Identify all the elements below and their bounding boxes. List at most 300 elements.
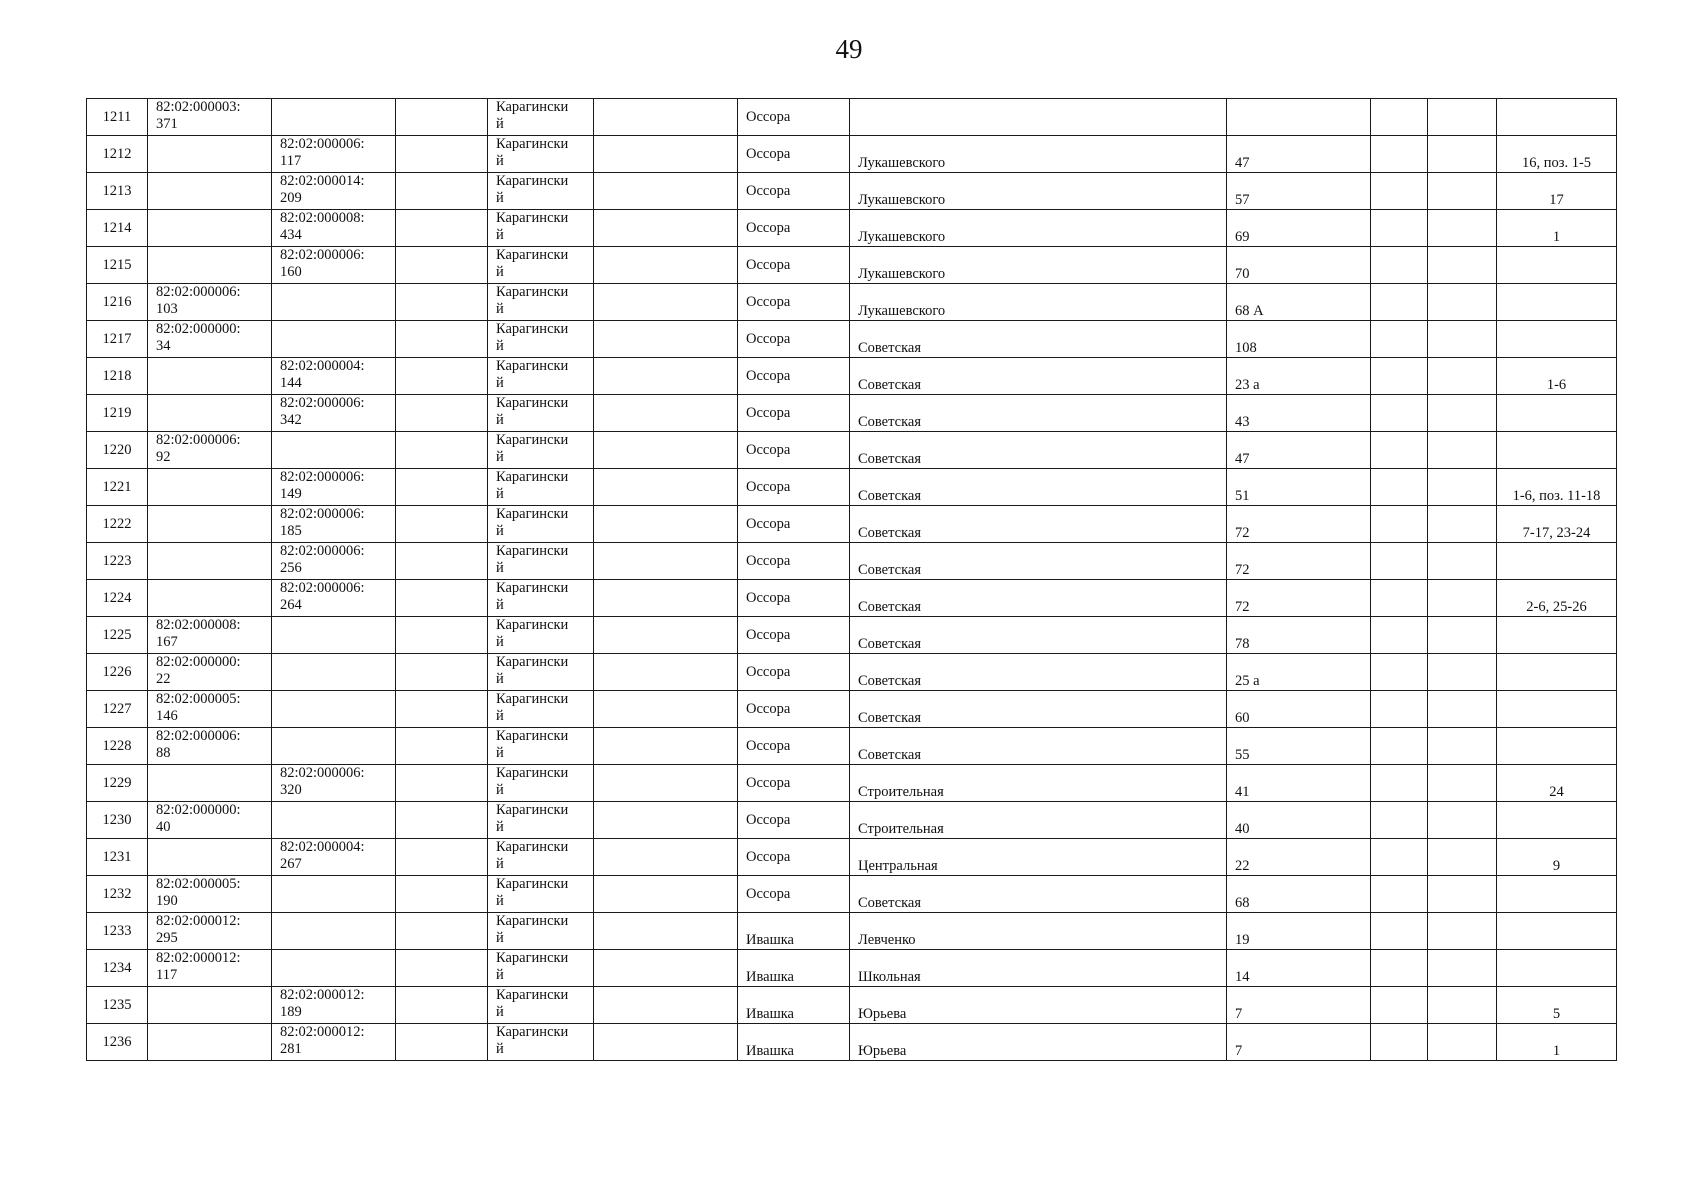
empty-cell [1371,1024,1428,1061]
empty-cell [1428,765,1497,802]
empty-cell [1371,580,1428,617]
house-number-cell: 51 [1227,469,1371,506]
empty-cell [594,247,738,284]
row-number-cell: 1211 [87,99,148,136]
district-cell: Карагински й [488,358,594,395]
premises-number-cell: 1-6, поз. 11-18 [1497,469,1617,506]
house-number-cell: 68 А [1227,284,1371,321]
street-cell: Советская [850,580,1227,617]
empty-cell [396,99,488,136]
empty-cell [1428,876,1497,913]
empty-cell [396,543,488,580]
empty-cell [1428,1024,1497,1061]
empty-cell [396,136,488,173]
premises-number-cell [1497,950,1617,987]
street-cell: Юрьева [850,987,1227,1024]
empty-cell [396,1024,488,1061]
street-cell: Левченко [850,913,1227,950]
table-row [87,173,1617,210]
district-cell: Карагински й [488,432,594,469]
table-row [87,99,1617,136]
cadastral-number-cell: 82:02:000006: 88 [148,728,272,765]
premises-number-cell [1497,395,1617,432]
cadastral-number-cell [148,987,272,1024]
empty-cell [396,654,488,691]
empty-cell [1428,173,1497,210]
empty-cell [396,395,488,432]
settlement-cell: Оссора [738,210,850,247]
settlement-cell: Оссора [738,395,850,432]
cadastral-number-alt-cell [272,802,396,839]
empty-cell [1371,728,1428,765]
empty-cell [1428,654,1497,691]
district-cell: Карагински й [488,99,594,136]
empty-cell [396,469,488,506]
district-cell: Карагински й [488,691,594,728]
table-row [87,987,1617,1024]
settlement-cell: Ивашка [738,913,850,950]
settlement-cell: Оссора [738,617,850,654]
empty-cell [1371,99,1428,136]
row-number-cell: 1223 [87,543,148,580]
premises-number-cell [1497,284,1617,321]
row-number-cell: 1225 [87,617,148,654]
empty-cell [1371,321,1428,358]
empty-cell [396,173,488,210]
district-cell: Карагински й [488,765,594,802]
district-cell: Карагински й [488,950,594,987]
table-row [87,765,1617,802]
table-row [87,432,1617,469]
house-number-cell: 47 [1227,432,1371,469]
street-cell: Советская [850,432,1227,469]
empty-cell [396,765,488,802]
district-cell: Карагински й [488,543,594,580]
cadastral-number-cell [148,543,272,580]
settlement-cell: Оссора [738,321,850,358]
street-cell: Центральная [850,839,1227,876]
table-row [87,617,1617,654]
property-register-table [86,98,1617,1061]
empty-cell [1371,284,1428,321]
cadastral-number-cell: 82:02:000012: 117 [148,950,272,987]
cadastral-number-cell: 82:02:000000: 34 [148,321,272,358]
row-number-cell: 1233 [87,913,148,950]
empty-cell [1371,506,1428,543]
cadastral-number-alt-cell: 82:02:000006: 117 [272,136,396,173]
premises-number-cell [1497,99,1617,136]
premises-number-cell: 1 [1497,210,1617,247]
premises-number-cell: 16, поз. 1-5 [1497,136,1617,173]
table-row [87,802,1617,839]
cadastral-number-alt-cell: 82:02:000004: 144 [272,358,396,395]
empty-cell [1428,543,1497,580]
cadastral-number-alt-cell: 82:02:000006: 256 [272,543,396,580]
street-cell: Лукашевского [850,210,1227,247]
settlement-cell: Оссора [738,136,850,173]
empty-cell [396,284,488,321]
cadastral-number-alt-cell: 82:02:000006: 264 [272,580,396,617]
premises-number-cell [1497,321,1617,358]
district-cell: Карагински й [488,839,594,876]
table-row [87,395,1617,432]
row-number-cell: 1234 [87,950,148,987]
row-number-cell: 1224 [87,580,148,617]
settlement-cell: Оссора [738,691,850,728]
cadastral-number-cell [148,210,272,247]
house-number-cell: 57 [1227,173,1371,210]
cadastral-number-alt-cell: 82:02:000012: 189 [272,987,396,1024]
empty-cell [1371,617,1428,654]
row-number-cell: 1221 [87,469,148,506]
row-number-cell: 1216 [87,284,148,321]
street-cell: Строительная [850,802,1227,839]
house-number-cell [1227,99,1371,136]
table-row [87,506,1617,543]
house-number-cell: 22 [1227,839,1371,876]
street-cell: Советская [850,358,1227,395]
row-number-cell: 1212 [87,136,148,173]
empty-cell [594,580,738,617]
empty-cell [396,728,488,765]
cadastral-number-cell [148,765,272,802]
empty-cell [396,987,488,1024]
settlement-cell: Ивашка [738,1024,850,1061]
district-cell: Карагински й [488,913,594,950]
empty-cell [1371,691,1428,728]
settlement-cell: Оссора [738,876,850,913]
house-number-cell: 68 [1227,876,1371,913]
premises-number-cell [1497,728,1617,765]
empty-cell [594,321,738,358]
table-row [87,210,1617,247]
cadastral-number-alt-cell [272,321,396,358]
house-number-cell: 70 [1227,247,1371,284]
cadastral-number-cell [148,136,272,173]
house-number-cell: 60 [1227,691,1371,728]
empty-cell [594,136,738,173]
empty-cell [1428,506,1497,543]
district-cell: Карагински й [488,580,594,617]
table-row [87,284,1617,321]
premises-number-cell [1497,691,1617,728]
house-number-cell: 72 [1227,543,1371,580]
row-number-cell: 1217 [87,321,148,358]
district-cell: Карагински й [488,617,594,654]
empty-cell [1371,395,1428,432]
district-cell: Карагински й [488,802,594,839]
cadastral-number-alt-cell: 82:02:000012: 281 [272,1024,396,1061]
district-cell: Карагински й [488,469,594,506]
empty-cell [594,654,738,691]
empty-cell [1428,617,1497,654]
empty-cell [1428,691,1497,728]
house-number-cell: 23 а [1227,358,1371,395]
house-number-cell: 7 [1227,1024,1371,1061]
empty-cell [594,395,738,432]
cadastral-number-alt-cell [272,913,396,950]
empty-cell [1371,358,1428,395]
table-row [87,876,1617,913]
settlement-cell: Оссора [738,543,850,580]
empty-cell [594,728,738,765]
empty-cell [594,839,738,876]
district-cell: Карагински й [488,210,594,247]
table-row [87,728,1617,765]
district-cell: Карагински й [488,284,594,321]
table-row [87,469,1617,506]
house-number-cell: 25 а [1227,654,1371,691]
empty-cell [594,876,738,913]
row-number-cell: 1214 [87,210,148,247]
district-cell: Карагински й [488,136,594,173]
empty-cell [594,950,738,987]
district-cell: Карагински й [488,395,594,432]
row-number-cell: 1228 [87,728,148,765]
premises-number-cell: 1-6 [1497,358,1617,395]
empty-cell [396,358,488,395]
empty-cell [594,691,738,728]
empty-cell [1428,913,1497,950]
district-cell: Карагински й [488,506,594,543]
premises-number-cell [1497,802,1617,839]
settlement-cell: Оссора [738,99,850,136]
house-number-cell: 69 [1227,210,1371,247]
row-number-cell: 1213 [87,173,148,210]
empty-cell [1371,469,1428,506]
row-number-cell: 1226 [87,654,148,691]
district-cell: Карагински й [488,987,594,1024]
empty-cell [1428,469,1497,506]
premises-number-cell: 17 [1497,173,1617,210]
cadastral-number-cell [148,580,272,617]
empty-cell [1428,247,1497,284]
street-cell: Лукашевского [850,284,1227,321]
settlement-cell: Оссора [738,765,850,802]
cadastral-number-alt-cell: 82:02:000004: 267 [272,839,396,876]
cadastral-number-cell: 82:02:000000: 40 [148,802,272,839]
table-row [87,136,1617,173]
premises-number-cell [1497,543,1617,580]
street-cell: Советская [850,543,1227,580]
settlement-cell: Оссора [738,839,850,876]
settlement-cell: Оссора [738,654,850,691]
house-number-cell: 41 [1227,765,1371,802]
table-row [87,580,1617,617]
street-cell: Советская [850,395,1227,432]
settlement-cell: Ивашка [738,987,850,1024]
cadastral-number-cell [148,1024,272,1061]
empty-cell [1371,876,1428,913]
row-number-cell: 1229 [87,765,148,802]
empty-cell [594,210,738,247]
cadastral-number-alt-cell [272,950,396,987]
settlement-cell: Оссора [738,284,850,321]
cadastral-number-cell: 82:02:000005: 190 [148,876,272,913]
empty-cell [594,284,738,321]
settlement-cell: Оссора [738,802,850,839]
table-row [87,913,1617,950]
district-cell: Карагински й [488,1024,594,1061]
street-cell: Советская [850,321,1227,358]
empty-cell [1371,432,1428,469]
empty-cell [396,617,488,654]
empty-cell [594,765,738,802]
empty-cell [1428,210,1497,247]
empty-cell [396,580,488,617]
empty-cell [1428,395,1497,432]
row-number-cell: 1219 [87,395,148,432]
table-row [87,691,1617,728]
cadastral-number-alt-cell: 82:02:000006: 149 [272,469,396,506]
cadastral-number-alt-cell [272,617,396,654]
premises-number-cell [1497,247,1617,284]
cadastral-number-alt-cell: 82:02:000006: 320 [272,765,396,802]
empty-cell [396,950,488,987]
empty-cell [1428,284,1497,321]
cadastral-number-alt-cell [272,654,396,691]
premises-number-cell: 7-17, 23-24 [1497,506,1617,543]
cadastral-number-alt-cell [272,876,396,913]
row-number-cell: 1236 [87,1024,148,1061]
table-row [87,358,1617,395]
table-row [87,543,1617,580]
district-cell: Карагински й [488,173,594,210]
cadastral-number-alt-cell: 82:02:000006: 160 [272,247,396,284]
settlement-cell: Оссора [738,728,850,765]
empty-cell [594,802,738,839]
table-row [87,1024,1617,1061]
row-number-cell: 1215 [87,247,148,284]
street-cell: Советская [850,654,1227,691]
table-row [87,950,1617,987]
house-number-cell: 40 [1227,802,1371,839]
cadastral-number-alt-cell: 82:02:000006: 185 [272,506,396,543]
street-cell: Советская [850,506,1227,543]
empty-cell [1371,136,1428,173]
empty-cell [1371,913,1428,950]
house-number-cell: 14 [1227,950,1371,987]
premises-number-cell: 5 [1497,987,1617,1024]
table-row [87,321,1617,358]
row-number-cell: 1231 [87,839,148,876]
empty-cell [396,506,488,543]
row-number-cell: 1218 [87,358,148,395]
empty-cell [396,247,488,284]
house-number-cell: 72 [1227,580,1371,617]
row-number-cell: 1222 [87,506,148,543]
empty-cell [1371,950,1428,987]
empty-cell [1428,136,1497,173]
premises-number-cell [1497,913,1617,950]
premises-number-cell [1497,617,1617,654]
row-number-cell: 1220 [87,432,148,469]
empty-cell [594,432,738,469]
empty-cell [1371,210,1428,247]
house-number-cell: 108 [1227,321,1371,358]
street-cell: Строительная [850,765,1227,802]
house-number-cell: 43 [1227,395,1371,432]
empty-cell [396,432,488,469]
cadastral-number-cell [148,469,272,506]
empty-cell [594,987,738,1024]
table-row [87,839,1617,876]
empty-cell [1371,543,1428,580]
row-number-cell: 1227 [87,691,148,728]
premises-number-cell [1497,654,1617,691]
cadastral-number-alt-cell [272,691,396,728]
cadastral-number-cell: 82:02:000006: 103 [148,284,272,321]
house-number-cell: 19 [1227,913,1371,950]
empty-cell [1371,802,1428,839]
street-cell [850,99,1227,136]
street-cell: Советская [850,876,1227,913]
row-number-cell: 1230 [87,802,148,839]
settlement-cell: Оссора [738,358,850,395]
empty-cell [1428,839,1497,876]
premises-number-cell: 9 [1497,839,1617,876]
page-number: 49 [835,34,863,64]
empty-cell [1371,654,1428,691]
street-cell: Советская [850,617,1227,654]
table-row [87,247,1617,284]
empty-cell [594,469,738,506]
cadastral-number-cell [148,395,272,432]
empty-cell [396,839,488,876]
empty-cell [1428,99,1497,136]
empty-cell [1428,987,1497,1024]
settlement-cell: Оссора [738,580,850,617]
street-cell: Советская [850,469,1227,506]
cadastral-number-cell: 82:02:000000: 22 [148,654,272,691]
empty-cell [594,99,738,136]
street-cell: Лукашевского [850,173,1227,210]
empty-cell [594,506,738,543]
cadastral-number-cell [148,358,272,395]
empty-cell [1371,173,1428,210]
empty-cell [396,321,488,358]
district-cell: Карагински й [488,247,594,284]
settlement-cell: Оссора [738,173,850,210]
house-number-cell: 78 [1227,617,1371,654]
district-cell: Карагински й [488,654,594,691]
empty-cell [594,173,738,210]
house-number-cell: 47 [1227,136,1371,173]
settlement-cell: Оссора [738,432,850,469]
cadastral-number-cell: 82:02:000003: 371 [148,99,272,136]
cadastral-number-cell [148,173,272,210]
empty-cell [594,913,738,950]
empty-cell [1428,728,1497,765]
empty-cell [396,913,488,950]
district-cell: Карагински й [488,876,594,913]
empty-cell [1428,358,1497,395]
empty-cell [1428,802,1497,839]
cadastral-number-cell: 82:02:000005: 146 [148,691,272,728]
house-number-cell: 55 [1227,728,1371,765]
premises-number-cell: 1 [1497,1024,1617,1061]
cadastral-number-alt-cell [272,99,396,136]
settlement-cell: Оссора [738,469,850,506]
street-cell: Советская [850,728,1227,765]
empty-cell [594,543,738,580]
premises-number-cell [1497,876,1617,913]
cadastral-number-alt-cell: 82:02:000014: 209 [272,173,396,210]
cadastral-number-cell: 82:02:000008: 167 [148,617,272,654]
empty-cell [594,617,738,654]
district-cell: Карагински й [488,728,594,765]
empty-cell [396,210,488,247]
